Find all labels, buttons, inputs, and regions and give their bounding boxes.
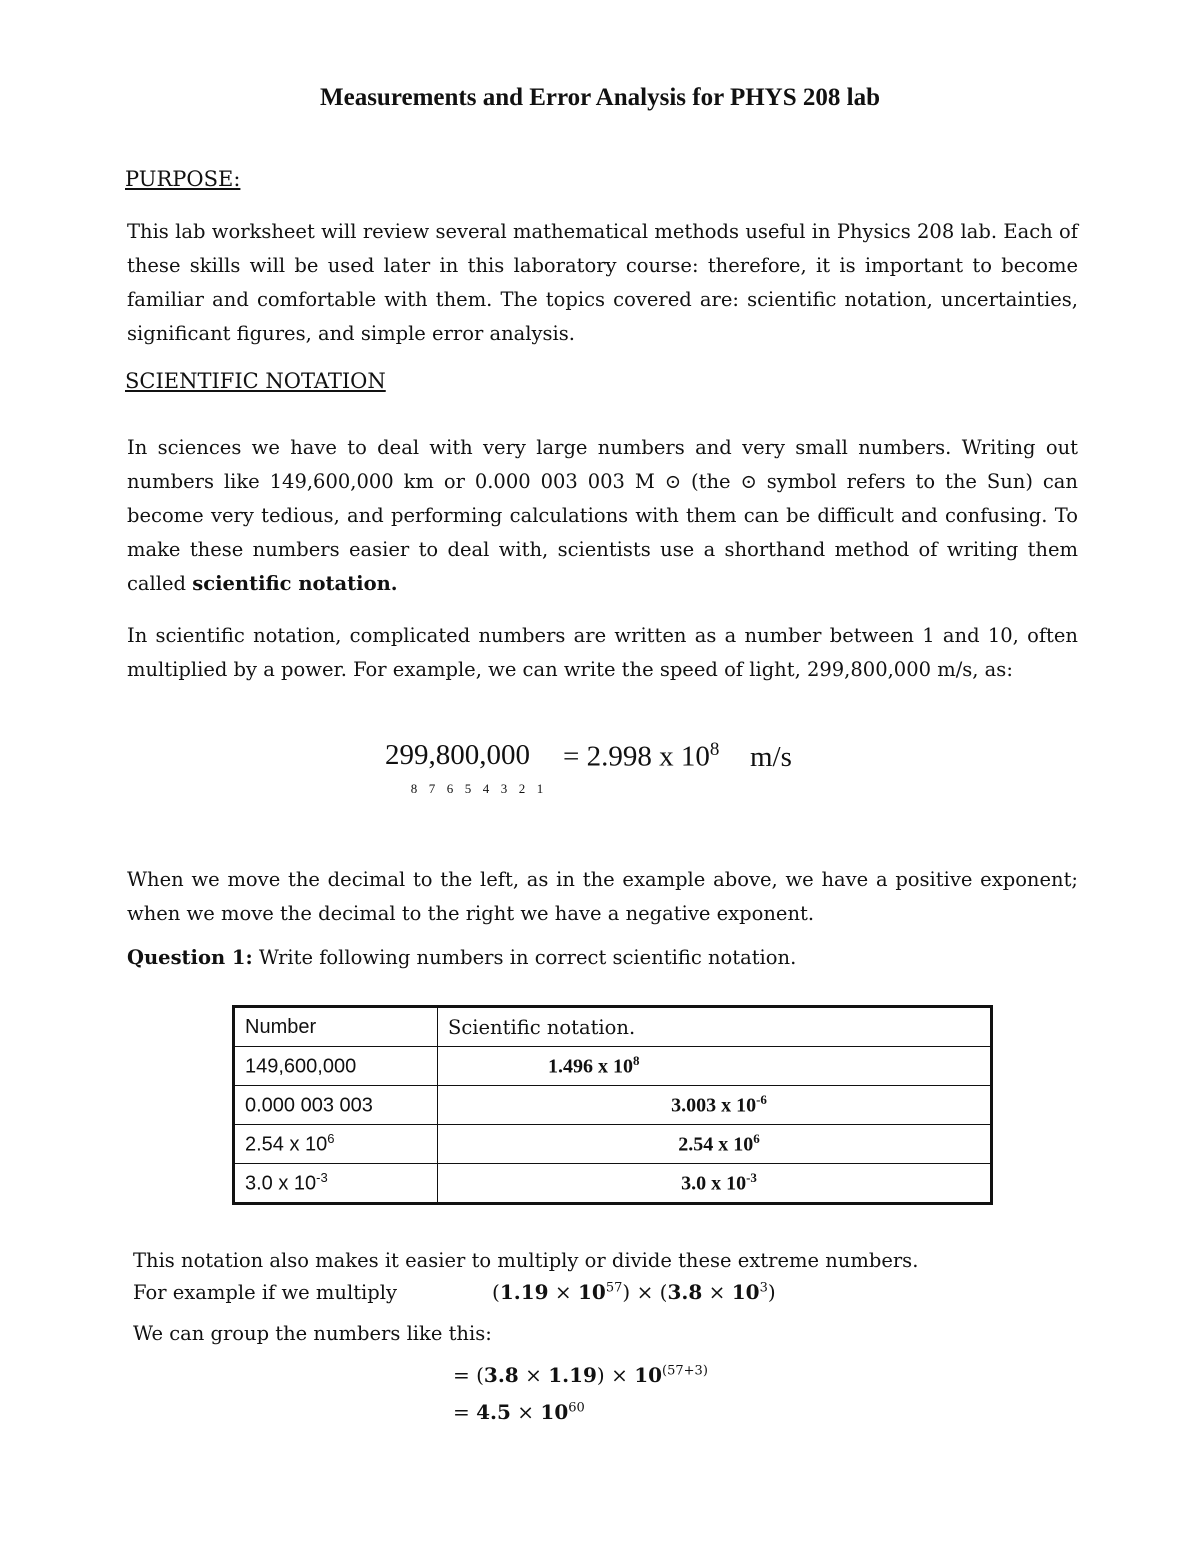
header-number: Number	[234, 1007, 438, 1047]
shift-count: 7	[428, 781, 436, 796]
shift-count: 3	[500, 781, 508, 796]
expr-c: 3.8	[667, 1280, 703, 1304]
number-base: 3.0 x 10	[245, 1172, 317, 1195]
multiply-line-1: This notation also makes it easier to multiply or divide these extreme numbers.	[133, 1249, 919, 1272]
number-cell	[234, 1047, 438, 1086]
step2-b: 10	[540, 1400, 569, 1424]
step2-a: 4.5	[476, 1400, 511, 1424]
step1-a: 3.8	[483, 1363, 519, 1387]
purpose-heading: PURPOSE:	[125, 167, 241, 191]
number-cell	[234, 1125, 438, 1164]
equation-exponent: 8	[709, 739, 720, 760]
sci-paragraph-2	[127, 619, 1078, 687]
number-base: 149,600,000	[245, 1055, 357, 1078]
sci-cell	[438, 1086, 992, 1125]
table-row	[234, 1125, 992, 1164]
group-step-2: = $4.5 \times 10^{60}$	[453, 1400, 585, 1424]
sci-cell	[438, 1164, 992, 1204]
sci-exp: 8	[633, 1053, 640, 1069]
step2-b-exp: 60	[568, 1400, 585, 1416]
table-row	[234, 1086, 992, 1125]
shift-count: 4	[482, 781, 490, 796]
multiply-line-2: For example if we multiply	[133, 1281, 398, 1304]
page-title: Measurements and Error Analysis for PHYS 208 lab	[320, 84, 880, 111]
sci-cell	[438, 1125, 992, 1164]
sci-base: 1.496 x 10	[548, 1055, 633, 1078]
sci-exp: -3	[746, 1170, 757, 1186]
table-row	[234, 1164, 992, 1204]
sci-paragraph-2-text: In scientific notation, complicated numbers are written as a number between 1 and 10, often multiplied by a power. For example, we can write the speed of light, 299,800,000 m/s, as:	[127, 624, 1078, 681]
equation-rhs-base: = 2.998 x 10	[563, 740, 710, 773]
shift-count: 8	[410, 781, 418, 796]
sci-paragraph-1-text: In sciences we have to deal with very large numbers and very small numbers. Writing out numbers like 149,600,000 km or 0.000 003 003 M ⊙ (the ⊙ symbol refers to the Sun) can become very tedious, and performing calculations with them can be difficult and confusing. To make these numbers easier to deal with, scientists use a shorthand method of writing them called	[127, 436, 1078, 595]
purpose-paragraph: This lab worksheet will review several mathematical methods useful in Physics 208 lab. Each of these skills will be used later in this laboratory course: therefore, it is important to become familiar and comfortable with them. The topics covered are: scientific notation, uncertainties, significant figures, and simple error analysis.	[127, 220, 1078, 345]
expr-b: 10	[578, 1280, 606, 1304]
question-label: Question 1:	[127, 946, 253, 969]
number-cell	[234, 1086, 438, 1125]
sci-paragraph-1-bold: scientific notation.	[192, 572, 398, 595]
number-exp: -3	[316, 1170, 328, 1186]
table-header-row	[234, 1007, 992, 1047]
multiply-expression: $(1.19 \times 10^{57}) \times (3.8 \times 10^3)$	[492, 1280, 776, 1304]
question-1	[127, 941, 1078, 975]
sci-base: 3.0 x 10	[681, 1172, 747, 1195]
sci-paragraph-3	[127, 863, 1078, 931]
step1-c: 10	[634, 1363, 663, 1387]
header-sci-notation: Scientific notation.	[438, 1007, 992, 1047]
expr-d: 10	[731, 1280, 760, 1304]
shift-count: 6	[446, 781, 454, 796]
decimal-shift-counts	[405, 781, 549, 797]
sci-base: 2.54 x 10	[678, 1133, 754, 1156]
expr-d-exp: 3	[759, 1280, 768, 1296]
expr-a: 1.19	[499, 1280, 549, 1304]
equation-rhs	[563, 739, 719, 774]
question-text: Write following numbers in correct scientific notation.	[258, 946, 797, 969]
number-cell	[234, 1164, 438, 1204]
speed-of-light-equation	[385, 733, 815, 803]
step1-b: 1.19	[548, 1363, 597, 1387]
purpose-text	[127, 215, 1078, 351]
step1-c-exp: (57+3)	[662, 1363, 708, 1379]
number-base: 2.54 x 10	[245, 1133, 328, 1156]
sci-paragraph-1	[127, 431, 1078, 601]
sci-paragraph-3-text: When we move the decimal to the left, as in the example above, we have a positive exponent; when we move the decimal to the right we have a negative exponent.	[127, 868, 1078, 925]
equation-unit: m/s	[750, 741, 792, 773]
sci-exp: -6	[756, 1092, 767, 1108]
shift-count: 1	[536, 781, 544, 796]
sci-exp: 6	[753, 1131, 760, 1147]
scientific-notation-table	[232, 1005, 993, 1205]
equation-number: 299,800,000	[385, 739, 530, 771]
sci-base: 3.003 x 10	[671, 1094, 757, 1117]
shift-count: 5	[464, 781, 472, 796]
number-exp: 6	[327, 1131, 335, 1147]
shift-count: 2	[518, 781, 526, 796]
group-step-1: = $(3.8 \times 1.19) \times 10^{(57+3)}$	[453, 1363, 708, 1387]
number-base: 0.000 003 003	[245, 1094, 373, 1117]
scientific-notation-heading: SCIENTIFIC NOTATION	[125, 369, 386, 393]
sci-cell	[438, 1047, 992, 1086]
multiply-line-3: We can group the numbers like this:	[133, 1322, 492, 1345]
table-row	[234, 1047, 992, 1086]
expr-b-exp: 57	[605, 1280, 623, 1296]
